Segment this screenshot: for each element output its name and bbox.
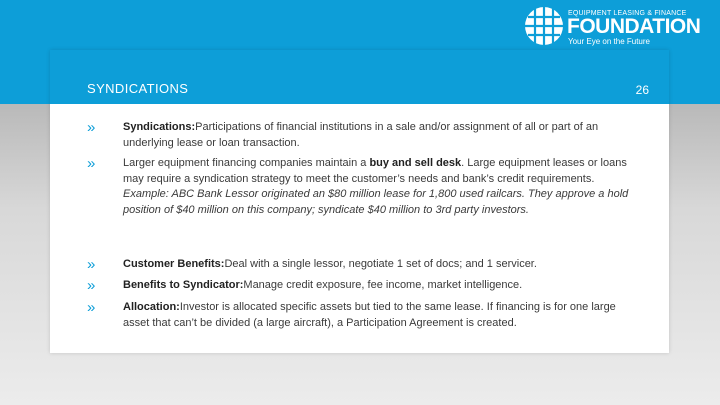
bullet-term: Allocation: [123, 301, 180, 313]
logo-small-text: EQUIPMENT LEASING & FINANCE [568, 10, 687, 17]
bullet-text: Deal with a single lessor, negotiate 1 set of docs; and 1 servicer. [224, 258, 537, 270]
bullet-term: Syndications: [123, 121, 196, 133]
globe-icon [524, 6, 564, 46]
bullet-text-continued: . Large equipment leases or loans may require a syndication strategy to meet the customer’s needs and bank’s credit requirements. [123, 157, 627, 185]
content-card [50, 50, 669, 353]
foundation-logo [524, 6, 714, 46]
page-number: 26 [635, 83, 649, 97]
bullet-text: Investor is allocated specific assets but tied to the same lease. If financing is for one large asset that can’t be divided (a large aircraft), a Participation Agreement is created. [123, 301, 616, 329]
bullet-text: Larger equipment financing companies maintain a [123, 157, 370, 169]
chevron-icon: » [87, 256, 96, 273]
chevron-icon: » [87, 277, 96, 294]
logo-tagline: Your Eye on the Future [568, 37, 650, 46]
bullet-text: Manage credit exposure, fee income, market intelligence. [243, 279, 523, 291]
bullet-term: Customer Benefits: [123, 258, 225, 270]
example-text: Example: ABC Bank Lessor originated an $80 million lease for 1,800 used railcars. They approve a hold position of $40 million on this company; syndicate $40 million to 3rd party investors. [123, 188, 629, 216]
card-header [50, 50, 669, 104]
chevron-icon: » [87, 119, 96, 136]
chevron-icon: » [87, 299, 96, 316]
bullet-term: buy and sell desk [369, 157, 462, 169]
slide-title: SYNDICATIONS [87, 81, 189, 96]
logo-name: FOUNDATION [567, 15, 701, 38]
bullet-term: Benefits to Syndicator: [123, 279, 244, 291]
chevron-icon: » [87, 155, 96, 172]
bullet-text: Participations of financial institutions in a sale and/or assignment of all or part of an underlying lease or loan transaction. [123, 121, 599, 149]
